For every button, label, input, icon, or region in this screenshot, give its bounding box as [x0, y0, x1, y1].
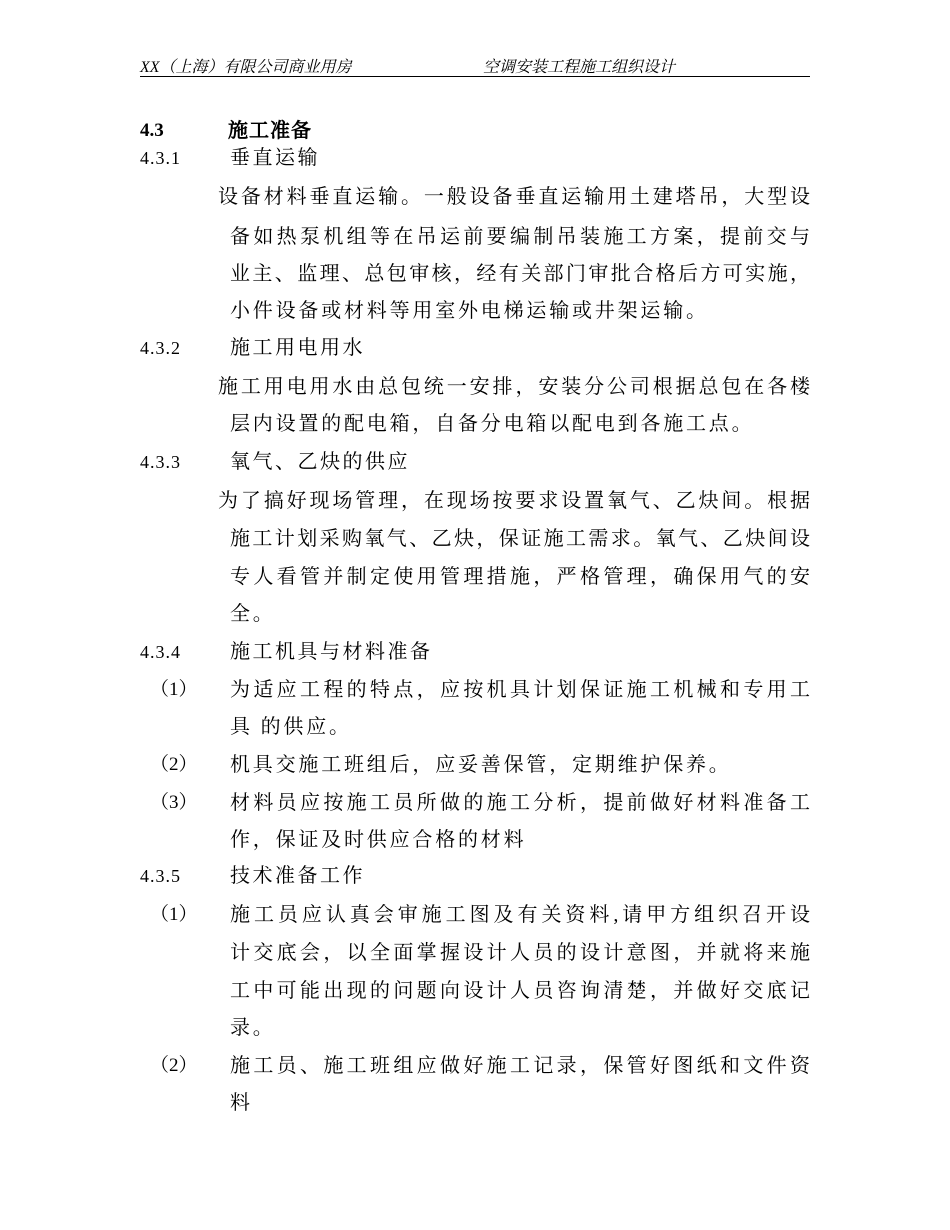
header-right-text: 空调安装工程施工组织设计 — [483, 59, 676, 76]
list-item-line: 工中可能出现的问题向设计人员咨询清楚，并做好交底记 — [230, 980, 810, 1002]
list-item-line: 计交底会，以全面掌握设计人员的设计意图，并就将来施 — [230, 942, 810, 964]
paragraph-line: 施工用电用水由总包统一安排，安装分公司根据总包在各楼 — [218, 376, 810, 398]
list-item-line: 具 的供应。 — [230, 716, 352, 738]
paragraph-line: 为了搞好现场管理，在现场按要求设置氧气、乙炔间。根据 — [218, 490, 810, 512]
list-item-label: （1） — [150, 904, 198, 925]
paragraph-line: 层内设置的配电箱，自备分电箱以配电到各施工点。 — [230, 413, 755, 435]
list-item-line: 录。 — [230, 1017, 276, 1039]
subsection-number: 4.3.4 — [140, 642, 181, 662]
list-item-label: （2） — [150, 754, 198, 775]
list-item-line: 材料员应按施工员所做的施工分析，提前做好材料准备工 — [230, 792, 810, 814]
list-item-line: 施工员、施工班组应做好施工记录，保管好图纸和文件资 — [230, 1055, 810, 1077]
list-item-line: 为适应工程的特点，应按机具计划保证施工机械和专用工 — [230, 679, 810, 701]
subsection-title: 技术准备工作 — [230, 865, 365, 887]
paragraph-line: 设备材料垂直运输。一般设备垂直运输用土建塔吊，大型设 — [218, 186, 810, 208]
paragraph-line: 小件设备或材料等用室外电梯运输或井架运输。 — [230, 300, 709, 322]
subsection-number: 4.3.5 — [140, 866, 181, 886]
paragraph-line: 全。 — [230, 603, 276, 625]
list-item-line: 料 — [230, 1092, 253, 1114]
subsection-title: 氧气、乙炔的供应 — [230, 451, 410, 473]
subsection-number: 4.3.1 — [140, 148, 181, 168]
subsection-number: 4.3.3 — [140, 452, 181, 472]
list-item-label: （1） — [150, 679, 198, 700]
list-item-line: 施工员应认真会审施工图及有关资料,请甲方组织召开设 — [230, 904, 810, 926]
subsection-title: 垂直运输 — [230, 147, 320, 169]
header-rule — [140, 76, 810, 77]
paragraph-line: 备如热泵机组等在吊运前要编制吊装施工方案，提前交与 — [230, 226, 810, 248]
header-left-text: XX（上海）有限公司商业用房 — [140, 59, 352, 76]
list-item-line: 作，保证及时供应合格的材料 — [230, 829, 527, 851]
subsection-number: 4.3.2 — [140, 338, 181, 358]
list-item-label: （2） — [150, 1055, 198, 1076]
section-title: 施工准备 — [228, 120, 312, 142]
subsection-title: 施工机具与材料准备 — [230, 641, 433, 663]
list-item-line: 机具交施工班组后，应妥善保管，定期维护保养。 — [230, 754, 732, 776]
list-item-label: （3） — [150, 792, 198, 813]
paragraph-line: 专人看管并制定使用管理措施，严格管理，确保用气的安 — [230, 566, 810, 588]
subsection-title: 施工用电用水 — [230, 337, 365, 359]
paragraph-line: 施工计划采购氧气、乙炔，保证施工需求。氧气、乙炔间设 — [230, 528, 810, 550]
paragraph-line: 业主、监理、总包审核，经有关部门审批合格后方可实施， — [230, 263, 810, 285]
section-number: 4.3 — [140, 120, 164, 141]
